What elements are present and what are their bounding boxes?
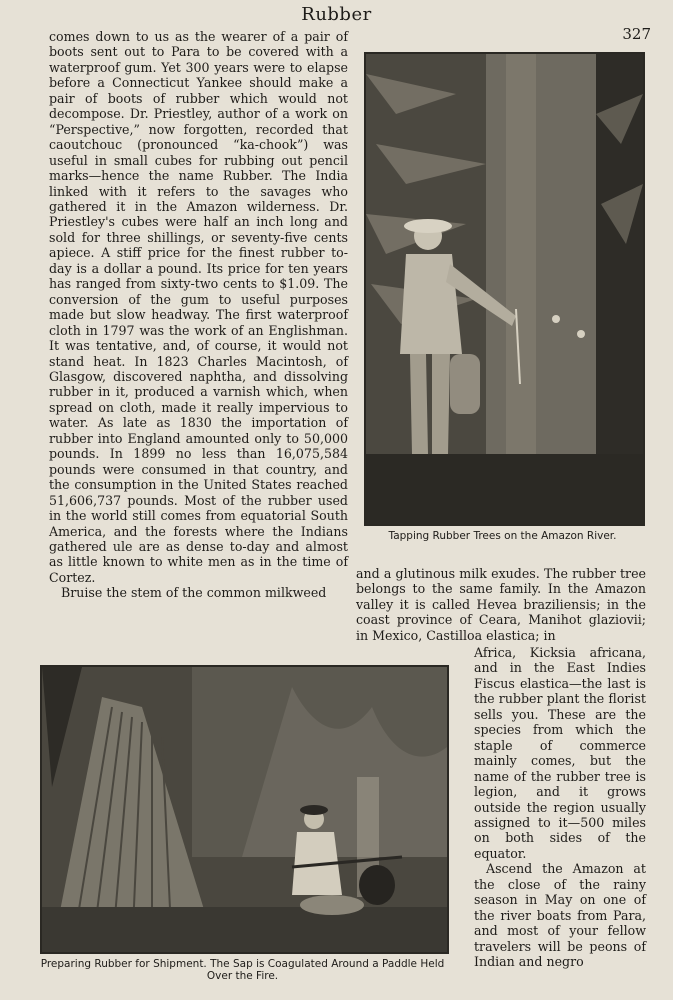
photo-preparing-rubber — [40, 665, 449, 954]
right-narrow-paragraph-2: Ascend the Amazon at the close of the rainy season in May on one of the river boats from Para, and most of your fellow travelers will be peons of Indian and negro — [474, 861, 646, 970]
caption-tapping-rubber-trees: Tapping Rubber Trees on the Amazon River. — [388, 530, 617, 542]
tapping-photo-illustration — [366, 54, 643, 524]
running-header-title: Rubber — [301, 4, 372, 25]
caption-preparing-rubber: Preparing Rubber for Shipment. The Sap is Coagulated Around a Paddle Held Over the Fire. — [40, 958, 445, 982]
photo-tapping-rubber-trees — [364, 52, 645, 526]
right-middle-paragraph: and a glutinous milk exudes. The rubber tree belongs to the same family. In the Amazon valley it is called Hevea braziliensis; in the coast province of Ceara, Manihot glaziovii; in Mexico, Castilloa elastica; in — [356, 566, 646, 643]
preparing-photo-illustration — [42, 667, 447, 952]
body-paragraph-1: comes down to us as the wearer of a pair of boots sent out to Para to be covered with a waterproof gum. Yet 300 years were to elapse before a Connecticut Yankee should make a pair of boots of rubber which would not decompose. Dr. Priestley, author of a work on “Perspective,” now forgotten, recorded that caoutchouc (pronounced “ka-chook”) was useful in small cubes for rubbing out pencil marks—hence the name Rubber. The India linked with it refers to the savages who gathered it in the Amazon wilderness. Dr. Priestley's cubes were half an inch long and sold for three shillings, or seventy-five cents apiece. A stiff price for the finest rubber to-day is a dollar a pound. Its price for ten years has ranged from sixty-two cents to $1.09. The conversion of the gum to useful purposes made but slow headway. The first waterproof cloth in 1797 was the work of an Englishman. It was tentative, and, of course, it would not stand heat. In 1823 Charles Macintosh, of Glasgow, discovered naphtha, and dissolving rubber in it, produced a varnish which, when spread on cloth, made it really impervious to water. As late as 1830 the importation of rubber into England amounted only to 50,000 pounds. In 1899 no less than 16,075,584 pounds were consumed in that country, and the consumption in the United States reached 51,606,737 pounds. Most of the rubber used in the world still comes from equatorial South America, and the forests where the Indians gathered ule are as dense to-day and almost as little known to white men as in the time of Cortez. — [49, 29, 348, 585]
right-text-column-narrow — [474, 645, 646, 970]
left-text-column — [49, 29, 348, 601]
right-narrow-paragraph-1: Africa, Kicksia africana, and in the East Indies Fiscus elastica—the last is the rubber plant the florist sells you. These are the species from which the staple of commerce mainly comes, but the name of the rubber tree is legion, and it grows outside the region usually assigned to it—500 miles on both sides of the equator. — [474, 645, 646, 861]
right-text-block-middle — [356, 566, 646, 643]
body-paragraph-2: Bruise the stem of the common milkweed — [61, 585, 327, 601]
page-number: 327 — [622, 25, 651, 43]
